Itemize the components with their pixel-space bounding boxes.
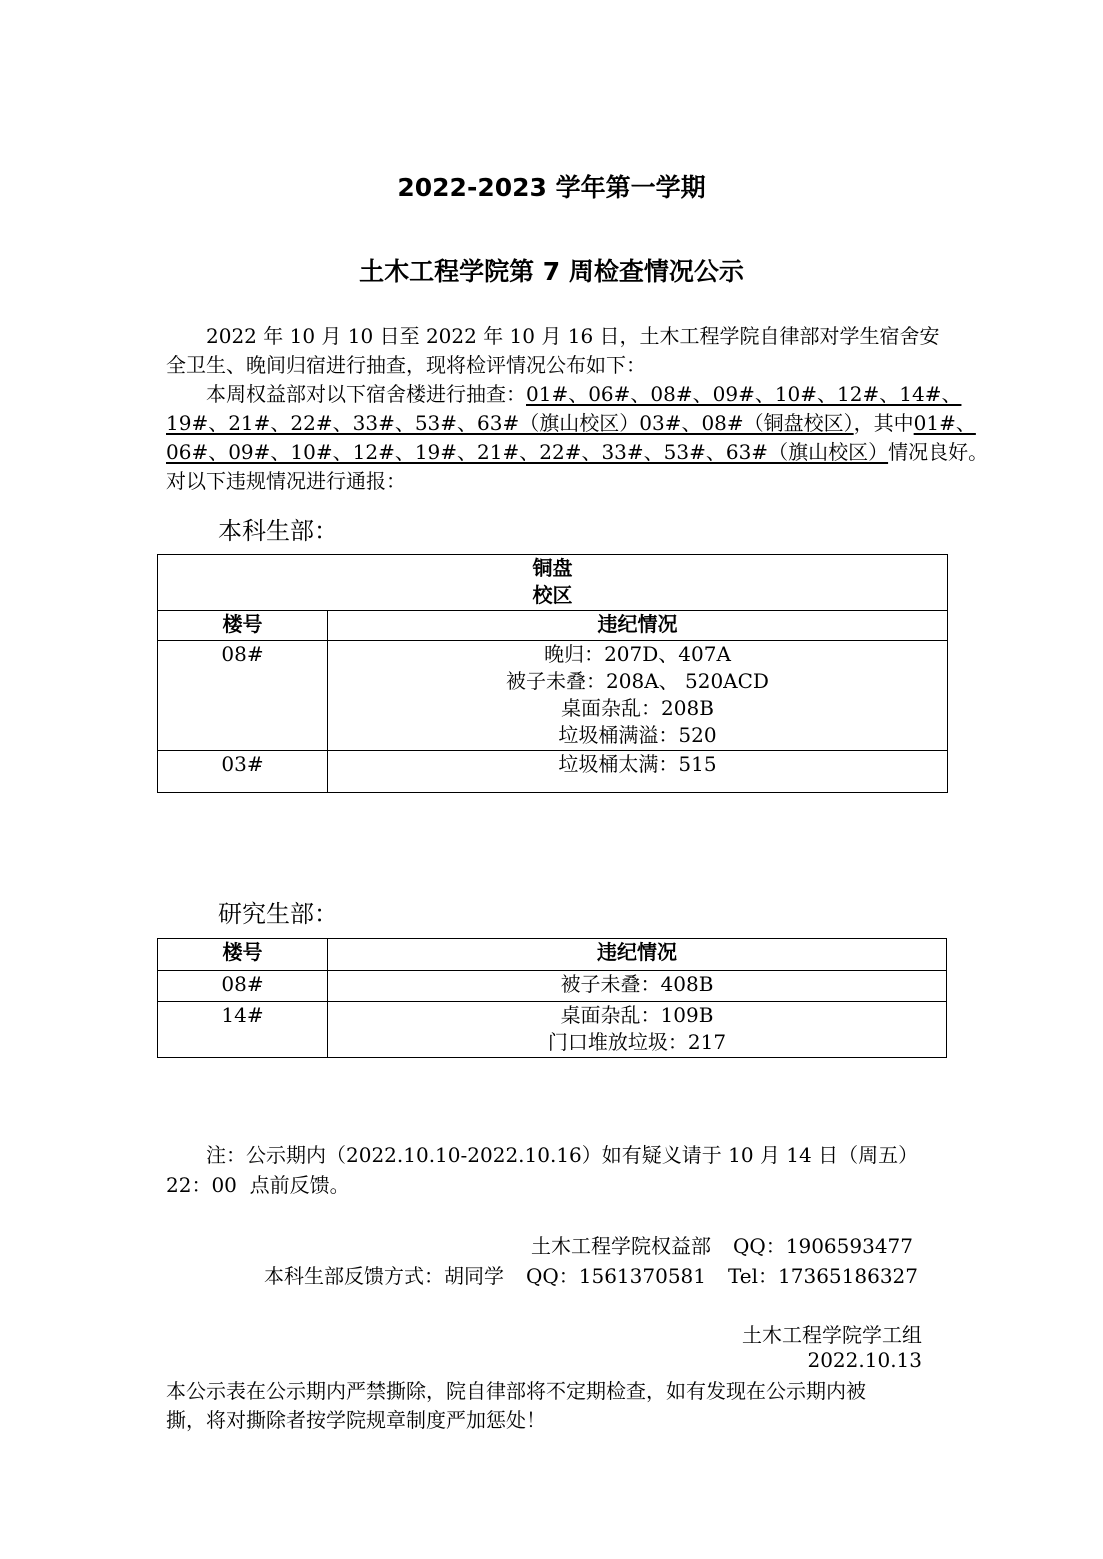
violation-item: 桌面杂乱：109B bbox=[560, 1003, 714, 1027]
document-title: 2022-2023 学年第一学期 bbox=[397, 173, 706, 202]
table-row bbox=[158, 641, 948, 751]
document-subtitle: 土木工程学院第 7 周检查情况公示 bbox=[359, 257, 744, 286]
violation-cell bbox=[328, 1002, 947, 1058]
campus-name-line: 铜盘 bbox=[532, 556, 573, 580]
intro-line: 对以下违规情况进行通报： bbox=[166, 469, 406, 493]
table-row bbox=[158, 1002, 947, 1058]
campus-name-line: 校区 bbox=[532, 583, 573, 607]
campus-header bbox=[158, 555, 948, 611]
dept-contact bbox=[531, 1230, 913, 1259]
signature-org: 土木工程学院学工组 bbox=[742, 1323, 922, 1347]
intro-paragraph bbox=[166, 322, 989, 496]
dept-name: 土木工程学院权益部 bbox=[530, 1234, 711, 1258]
intro-line bbox=[166, 409, 976, 438]
undergrad-contact bbox=[264, 1260, 918, 1289]
grad-table bbox=[157, 938, 947, 1058]
intro-text: 本周权益部对以下宿舍楼进行抽查： bbox=[206, 382, 526, 406]
intro-text: 情况良好。 bbox=[888, 440, 989, 464]
violation-item: 垃圾桶太满：515 bbox=[558, 752, 717, 776]
intro-line: 2022 年 10 月 10 日至 2022 年 10 月 16 日，土木工程学院自律部对学生宿舍安 bbox=[206, 324, 940, 348]
signature-date: 2022.10.13 bbox=[807, 1348, 922, 1372]
dept-qq: QQ：1906593477 bbox=[732, 1234, 913, 1258]
violation-item: 桌面杂乱：208B bbox=[561, 696, 714, 720]
column-header-violation: 违纪情况 bbox=[328, 939, 947, 971]
undergrad-qq: QQ：1561370581 bbox=[525, 1264, 706, 1288]
grad-heading: 研究生部： bbox=[218, 900, 338, 928]
warning-line: 撕，将对撕除者按学院规章制度严加惩处！ bbox=[166, 1408, 546, 1432]
violation-cell bbox=[328, 751, 948, 793]
note-paragraph bbox=[166, 1140, 946, 1200]
column-header-violation: 违纪情况 bbox=[328, 611, 948, 641]
violation-item: 被子未叠：208A、 520ACD bbox=[506, 669, 769, 693]
violation-cell bbox=[328, 641, 948, 751]
table-row bbox=[158, 971, 947, 1002]
intro-underlined: 01#、 bbox=[913, 411, 976, 435]
warning-line: 本公示表在公示期内严禁撕除，院自律部将不定期检查，如有发现在公示期内被 bbox=[166, 1379, 866, 1403]
intro-underlined: 06#、09#、10#、12#、19#、21#、22#、33#、53#、63#（旗山校区） bbox=[166, 440, 889, 464]
building-cell: 14# bbox=[158, 1002, 328, 1058]
intro-text: ，其中 bbox=[853, 411, 914, 435]
violation-item: 门口堆放垃圾：217 bbox=[547, 1030, 727, 1054]
warning-paragraph bbox=[166, 1377, 946, 1435]
undergrad-heading: 本科生部： bbox=[218, 517, 338, 545]
violation-item: 垃圾桶满溢：520 bbox=[558, 723, 717, 747]
note-line: 注：公示期内（2022.10.10-2022.10.16）如有疑义请于 10 月 14 日（周五） bbox=[206, 1143, 919, 1167]
column-header-building: 楼号 bbox=[158, 611, 328, 641]
intro-underlined: 19#、21#、22#、33#、53#、63#（旗山校区）03#、08#（铜盘校区） bbox=[166, 411, 854, 435]
undergrad-tel: Tel：17365186327 bbox=[728, 1264, 918, 1288]
undergrad-table bbox=[157, 554, 948, 793]
table-row bbox=[158, 751, 948, 793]
violation-item: 晚归：207D、407A bbox=[544, 642, 731, 666]
building-cell: 03# bbox=[158, 751, 328, 793]
undergrad-contact-label: 本科生部反馈方式：胡同学 bbox=[263, 1264, 504, 1288]
intro-line bbox=[166, 380, 962, 409]
building-cell: 08# bbox=[158, 971, 328, 1002]
note-line: 22：00 点前反馈。 bbox=[166, 1173, 350, 1197]
column-header-building: 楼号 bbox=[158, 939, 328, 971]
intro-line: 全卫生、晚间归宿进行抽查，现将检评情况公布如下： bbox=[166, 353, 646, 377]
intro-line bbox=[166, 438, 989, 467]
violation-cell bbox=[328, 971, 947, 1002]
building-cell: 08# bbox=[158, 641, 328, 751]
violation-item: 被子未叠：408B bbox=[560, 972, 714, 996]
intro-underlined: 01#、06#、08#、09#、10#、12#、14#、 bbox=[526, 382, 962, 406]
